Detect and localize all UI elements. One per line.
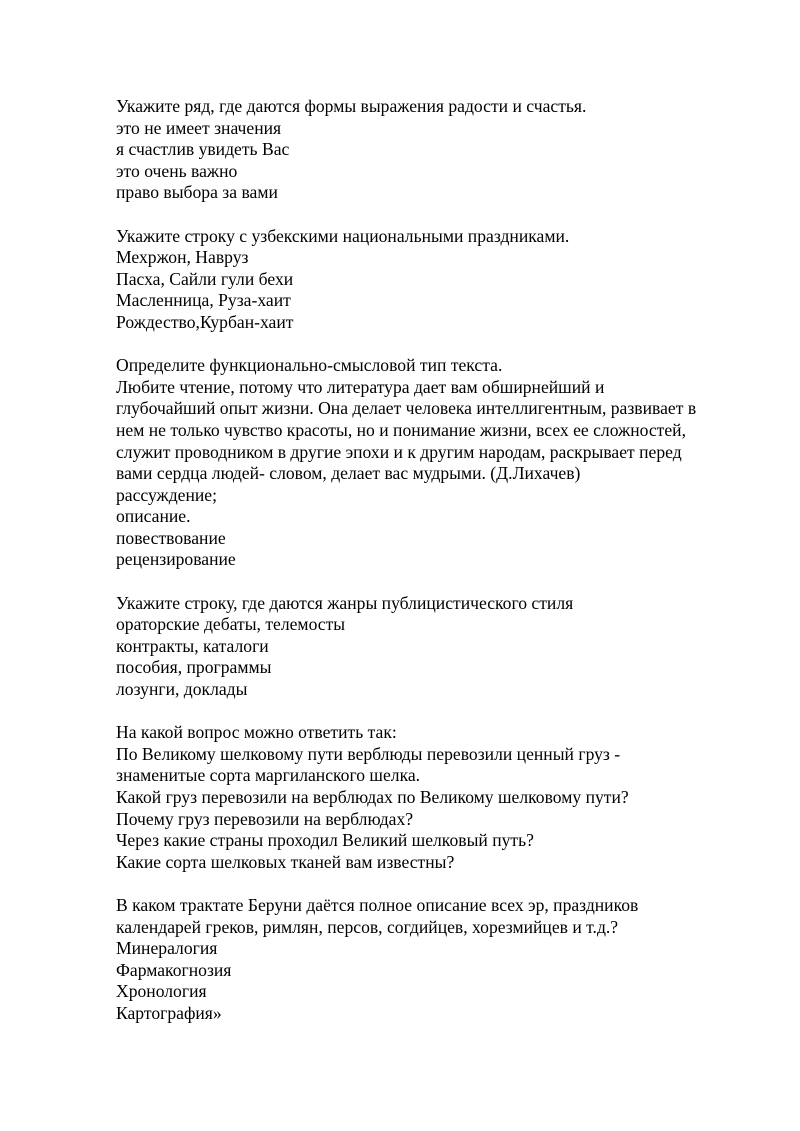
passage-line: знаменитые сорта маргиланского шелка. xyxy=(116,765,421,786)
question-text: Укажите ряд, где даются формы выражения радости и счастья. xyxy=(116,96,587,116)
question-block-5 xyxy=(116,722,756,873)
question-text: календарей греков, римлян, персов, согдийцев, хорезмийцев и т.д.? xyxy=(116,916,619,937)
answer-option: Масленница, Руза-хаит xyxy=(116,290,291,311)
question-text: Укажите строку с узбекскими национальными праздниками. xyxy=(116,225,570,246)
answer-option: Через какие страны проходил Великий шелковый путь? xyxy=(116,830,534,851)
question-text: Определите функционально-смысловой тип текста. xyxy=(116,355,503,376)
passage-line: служит проводником в другие эпохи и к другим народам, раскрывает перед xyxy=(116,441,682,462)
question-block-6 xyxy=(116,895,756,1025)
passage-line: глубочайший опыт жизни. Она делает человека интеллигентным, развивает в xyxy=(116,398,697,419)
answer-option: описание. xyxy=(116,506,191,527)
answer-option: Минералогия xyxy=(116,938,218,959)
question-block-1 xyxy=(116,96,756,204)
answer-option: Картография» xyxy=(116,1002,222,1023)
answer-option: Пасха, Сайли гули бехи xyxy=(116,268,294,289)
answer-option: Почему груз перевозили на верблюдах? xyxy=(116,808,414,829)
answer-option: это не имеет значения xyxy=(116,117,282,138)
question-block-4 xyxy=(116,593,756,701)
answer-option: Рождество,Курбан-хаит xyxy=(116,311,294,332)
question-text: Укажите строку, где даются жанры публицистического стиля xyxy=(116,592,574,613)
passage-line: Любите чтение, потому что литература дает вам обширнейший и xyxy=(116,376,605,397)
answer-option: право выбора за вами xyxy=(116,182,278,203)
answer-option: рассуждение; xyxy=(116,484,218,505)
answer-option: Какой груз перевозили на верблюдах по Великому шелковому пути? xyxy=(116,787,629,807)
quoted-passage xyxy=(116,377,756,485)
answer-option: это очень важно xyxy=(116,160,238,181)
answer-option: Мехржон, Навруз xyxy=(116,247,249,268)
passage-line: вами сердца людей- словом, делает вас мудрыми. (Д.Лихачев) xyxy=(116,463,581,484)
answer-option: Какие сорта шелковых тканей вам известны? xyxy=(116,851,455,872)
answer-option: лозунги, доклады xyxy=(116,679,248,700)
question-text: В каком трактате Беруни даётся полное описание всех эр, праздников xyxy=(116,894,639,915)
answer-option: рецензирование xyxy=(116,549,236,570)
answer-option: контракты, каталоги xyxy=(116,635,269,656)
document-page xyxy=(116,96,756,1046)
quoted-passage xyxy=(116,744,756,787)
passage-line: По Великому шелковому пути верблюды перевозили ценный груз - xyxy=(116,743,621,764)
answer-option: Фармакогнозия xyxy=(116,959,232,980)
answer-option: я счастлив увидеть Вас xyxy=(116,139,290,160)
answer-option: Хронология xyxy=(116,981,207,1002)
answer-option: пособия, программы xyxy=(116,657,272,678)
answer-option: повествование xyxy=(116,527,226,548)
question-text: На какой вопрос можно ответить так: xyxy=(116,722,397,743)
question-block-2 xyxy=(116,226,756,334)
question-block-3 xyxy=(116,355,756,571)
passage-line: нем не только чувство красоты, но и понимание жизни, всех ее сложностей, xyxy=(116,419,686,440)
answer-option: ораторские дебаты, телемосты xyxy=(116,614,346,635)
